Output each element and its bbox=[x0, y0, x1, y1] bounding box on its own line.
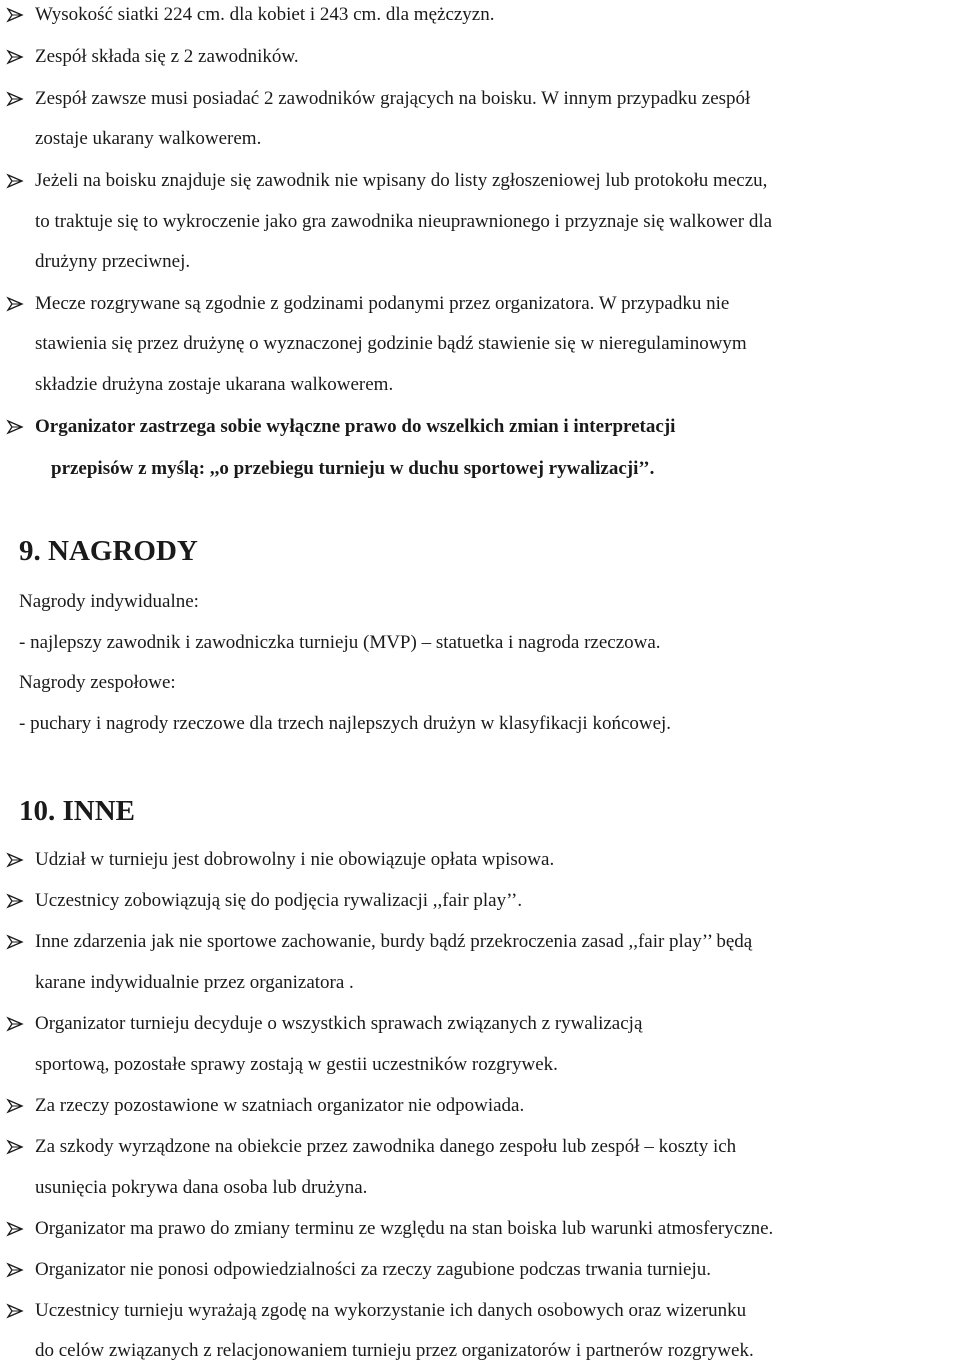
arrow-bullet-icon bbox=[6, 416, 26, 438]
arrow-bullet-icon bbox=[6, 1095, 26, 1117]
list-item: Udział w turnieju jest dobrowolny i nie obowiązuje opłata wpisowa. bbox=[35, 849, 555, 870]
list-item-continuation: usunięcia pokrywa dana osoba lub drużyna. bbox=[35, 1177, 368, 1198]
list-item: Wysokość siatki 224 cm. dla kobiet i 243 cm. dla mężczyzn. bbox=[35, 4, 495, 25]
list-item-continuation: zostaje ukarany walkowerem. bbox=[35, 128, 262, 149]
list-item: Organizator nie ponosi odpowiedzialności za rzeczy zagubione podczas trwania turnieju. bbox=[35, 1259, 712, 1280]
arrow-bullet-icon bbox=[6, 88, 26, 110]
list-item-continuation: to traktuje się to wykroczenie jako gra zawodnika nieuprawnionego i przyznaje się walkower dla bbox=[35, 211, 773, 232]
list-item: Mecze rozgrywane są zgodnie z godzinami podanymi przez organizatora. W przypadku nie bbox=[35, 293, 730, 314]
arrow-bullet-icon bbox=[6, 1218, 26, 1240]
list-item: Uczestnicy zobowiązują się do podjęcia rywalizacji ,,fair play’’. bbox=[35, 890, 523, 911]
list-item: Zespół zawsze musi posiadać 2 zawodników grających na boisku. W innym przypadku zespół bbox=[35, 88, 751, 109]
list-item: Za rzeczy pozostawione w szatniach organizator nie odpowiada. bbox=[35, 1095, 525, 1116]
list-item-continuation: karane indywidualnie przez organizatora . bbox=[35, 972, 354, 993]
arrow-bullet-icon bbox=[6, 1259, 26, 1281]
arrow-bullet-icon bbox=[6, 293, 26, 315]
arrow-bullet-icon bbox=[6, 170, 26, 192]
list-item: Inne zdarzenia jak nie sportowe zachowanie, burdy bądź przekroczenia zasad ,,fair play’’ będą bbox=[35, 931, 753, 952]
list-item-continuation: sportową, pozostałe sprawy zostają w gestii uczestników rozgrywek. bbox=[35, 1054, 558, 1075]
list-item: Zespół składa się z 2 zawodników. bbox=[35, 46, 299, 67]
team-awards-label: Nagrody zespołowe: bbox=[19, 672, 176, 693]
section-heading-inne: 10. INNE bbox=[19, 795, 136, 827]
list-item: Uczestnicy turnieju wyrażają zgodę na wykorzystanie ich danych osobowych oraz wizerunku bbox=[35, 1300, 747, 1321]
arrow-bullet-icon bbox=[6, 1136, 26, 1158]
list-item: Organizator turnieju decyduje o wszystkich sprawach związanych z rywalizacją bbox=[35, 1013, 643, 1034]
individual-awards-label: Nagrody indywidualne: bbox=[19, 591, 199, 612]
list-item: Za szkody wyrządzone na obiekcie przez zawodnika danego zespołu lub zespół – koszty ich bbox=[35, 1136, 737, 1157]
list-item-continuation: składzie drużyna zostaje ukarana walkowerem. bbox=[35, 374, 394, 395]
individual-awards-item: - najlepszy zawodnik i zawodniczka turnieju (MVP) – statuetka i nagroda rzeczowa. bbox=[19, 632, 661, 653]
arrow-bullet-icon bbox=[6, 931, 26, 953]
arrow-bullet-icon bbox=[6, 1300, 26, 1322]
list-item: Organizator ma prawo do zmiany terminu ze względu na stan boiska lub warunki atmosferyczne. bbox=[35, 1218, 774, 1239]
arrow-bullet-icon bbox=[6, 46, 26, 68]
list-item-continuation: stawienia się przez drużynę o wyznaczonej godzinie bądź stawienie się w nieregulaminowym bbox=[35, 333, 747, 354]
list-item-bold-continuation: przepisów z myślą: ,,o przebiegu turnieju w duchu sportowej rywalizacji’’. bbox=[51, 458, 655, 479]
arrow-bullet-icon bbox=[6, 4, 26, 26]
section-heading-nagrody: 9. NAGRODY bbox=[19, 535, 198, 567]
arrow-bullet-icon bbox=[6, 849, 26, 871]
list-item-continuation: drużyny przeciwnej. bbox=[35, 251, 191, 272]
list-item: Jeżeli na boisku znajduje się zawodnik nie wpisany do listy zgłoszeniowej lub protokołu meczu, bbox=[35, 170, 768, 191]
list-item-bold: Organizator zastrzega sobie wyłączne prawo do wszelkich zmian i interpretacji bbox=[35, 416, 676, 437]
team-awards-item: - puchary i nagrody rzeczowe dla trzech najlepszych drużyn w klasyfikacji końcowej. bbox=[19, 713, 672, 734]
arrow-bullet-icon bbox=[6, 1013, 26, 1035]
arrow-bullet-icon bbox=[6, 890, 26, 912]
list-item-continuation: do celów związanych z relacjonowaniem turnieju przez organizatorów i partnerów rozgrywek. bbox=[35, 1340, 754, 1361]
